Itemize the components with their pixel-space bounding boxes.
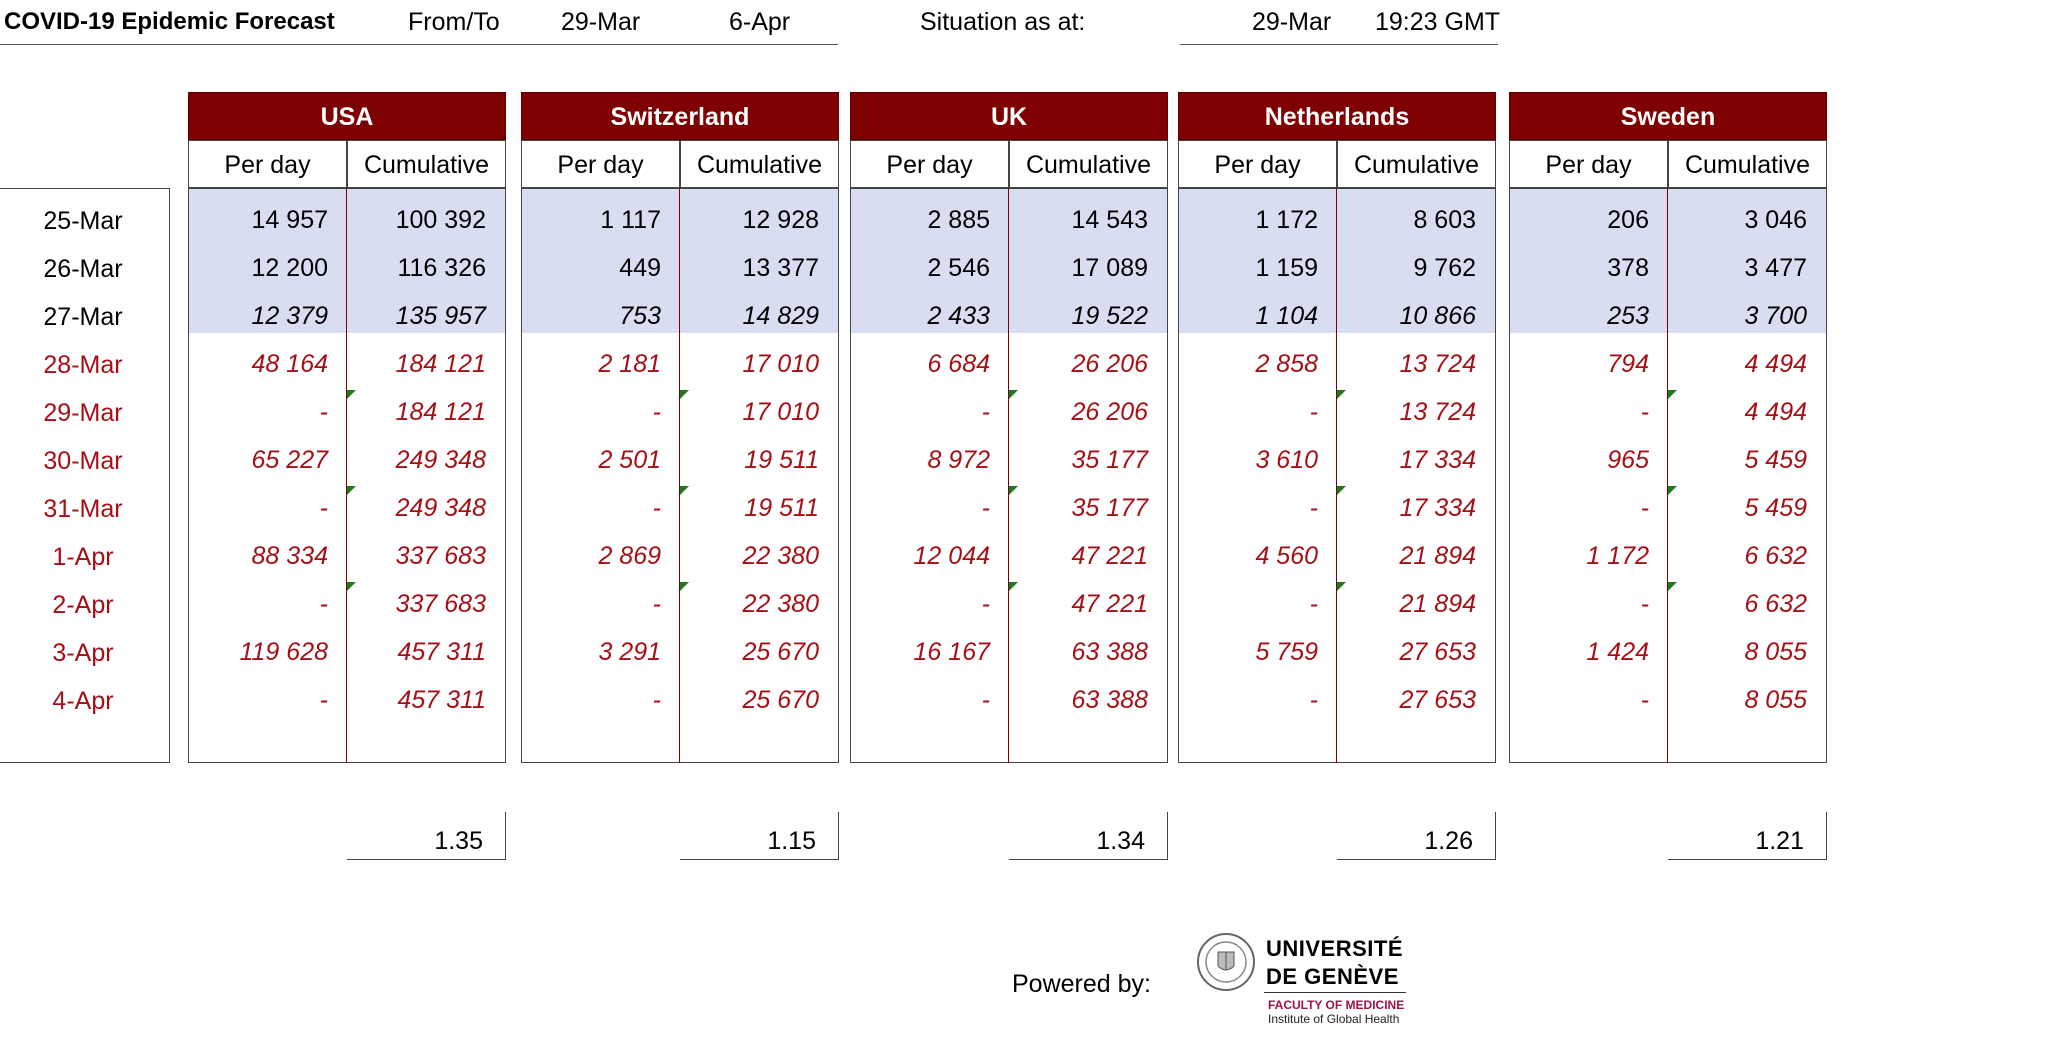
per-day-value: 12 379 bbox=[251, 302, 328, 330]
country-name: Sweden bbox=[1509, 92, 1827, 140]
per-day-header: Per day bbox=[1178, 140, 1337, 188]
cumulative-header: Cumulative bbox=[347, 140, 506, 188]
per-day-value: - bbox=[319, 686, 328, 714]
per-day-header: Per day bbox=[1509, 140, 1668, 188]
cumulative-value: 17 089 bbox=[1071, 254, 1148, 282]
cumulative-value: 26 206 bbox=[1071, 398, 1148, 426]
cumulative-value: 8 603 bbox=[1413, 206, 1476, 234]
cumulative-value: 457 311 bbox=[397, 638, 486, 666]
date-label: 26-Mar bbox=[43, 255, 123, 283]
per-day-value: - bbox=[1640, 398, 1649, 426]
cumulative-value: 116 326 bbox=[397, 254, 486, 282]
per-day-header: Per day bbox=[850, 140, 1009, 188]
cumulative-value: 17 334 bbox=[1399, 494, 1476, 522]
per-day-value: 8 972 bbox=[927, 446, 990, 474]
from-date: 29-Mar bbox=[561, 8, 641, 36]
per-day-value: 253 bbox=[1607, 302, 1649, 330]
per-day-value: 119 628 bbox=[239, 638, 328, 666]
cumulative-value: 19 522 bbox=[1071, 302, 1148, 330]
per-day-value: - bbox=[1640, 590, 1649, 618]
per-day-value: 48 164 bbox=[251, 350, 328, 378]
university-name-line2: DE GENÈVE bbox=[1266, 964, 1399, 989]
cumulative-value: 35 177 bbox=[1071, 494, 1148, 522]
cumulative-value: 100 392 bbox=[395, 206, 486, 234]
comment-marker-icon bbox=[347, 390, 356, 399]
per-day-value: 753 bbox=[619, 302, 661, 330]
cumulative-value: 5 459 bbox=[1744, 446, 1807, 474]
comment-marker-icon bbox=[1009, 390, 1018, 399]
cumulative-value: 8 055 bbox=[1744, 638, 1807, 666]
per-day-value: 449 bbox=[619, 254, 661, 282]
per-day-value: 1 172 bbox=[1586, 542, 1649, 570]
to-date: 6-Apr bbox=[729, 8, 791, 36]
cumulative-value: 13 724 bbox=[1399, 398, 1476, 426]
cumulative-value: 47 221 bbox=[1071, 590, 1148, 618]
country-panel-sweden bbox=[1509, 92, 1827, 763]
per-day-value: - bbox=[652, 590, 661, 618]
cumulative-value: 135 957 bbox=[395, 302, 486, 330]
cumulative-value: 249 348 bbox=[395, 446, 486, 474]
per-day-value: 1 172 bbox=[1255, 206, 1318, 234]
cumulative-value: 22 380 bbox=[742, 590, 819, 618]
comment-marker-icon bbox=[680, 486, 689, 495]
per-day-value: - bbox=[652, 398, 661, 426]
situation-date: 29-Mar bbox=[1252, 8, 1332, 36]
per-day-value: 14 957 bbox=[251, 206, 328, 234]
growth-ratio: 1.26 bbox=[1337, 812, 1496, 860]
university-name-line1: UNIVERSITÉ bbox=[1266, 936, 1404, 961]
cumulative-value: 6 632 bbox=[1744, 542, 1807, 570]
per-day-value: 3 291 bbox=[598, 638, 661, 666]
cumulative-value: 4 494 bbox=[1744, 350, 1807, 378]
per-day-value: 12 044 bbox=[913, 542, 990, 570]
per-day-value: 16 167 bbox=[913, 638, 990, 666]
cumulative-value: 19 511 bbox=[744, 446, 819, 474]
cumulative-value: 21 894 bbox=[1399, 542, 1476, 570]
growth-ratio: 1.15 bbox=[680, 812, 839, 860]
per-day-value: - bbox=[981, 398, 990, 426]
cumulative-value: 6 632 bbox=[1744, 590, 1807, 618]
growth-ratio: 1.21 bbox=[1668, 812, 1827, 860]
country-name: UK bbox=[850, 92, 1168, 140]
per-day-value: - bbox=[1640, 686, 1649, 714]
cumulative-value: 27 653 bbox=[1399, 686, 1476, 714]
report-title: COVID-19 Epidemic Forecast bbox=[4, 8, 335, 35]
header-underline-left bbox=[0, 44, 838, 45]
per-day-value: 2 433 bbox=[927, 302, 990, 330]
per-day-value: - bbox=[1309, 494, 1318, 522]
comment-marker-icon bbox=[1009, 582, 1018, 591]
per-day-value: 2 885 bbox=[927, 206, 990, 234]
per-day-value: - bbox=[319, 398, 328, 426]
cumulative-value: 9 762 bbox=[1413, 254, 1476, 282]
per-day-value: 1 424 bbox=[1586, 638, 1649, 666]
institute-label: Institute of Global Health bbox=[1268, 1012, 1400, 1026]
per-day-value: 2 858 bbox=[1255, 350, 1318, 378]
situation-time: 19:23 GMT bbox=[1375, 8, 1501, 36]
date-label: 25-Mar bbox=[43, 207, 123, 235]
per-day-value: - bbox=[981, 494, 990, 522]
comment-marker-icon bbox=[1337, 582, 1346, 591]
per-day-value: 88 334 bbox=[251, 542, 328, 570]
comment-marker-icon bbox=[1668, 486, 1677, 495]
per-day-value: - bbox=[1309, 398, 1318, 426]
per-day-value: 1 159 bbox=[1255, 254, 1318, 282]
date-label: 27-Mar bbox=[43, 303, 123, 331]
cumulative-value: 17 334 bbox=[1399, 446, 1476, 474]
date-label: 1-Apr bbox=[52, 543, 114, 571]
per-day-value: 5 759 bbox=[1255, 638, 1318, 666]
comment-marker-icon bbox=[1668, 390, 1677, 399]
cumulative-value: 12 928 bbox=[742, 206, 819, 234]
powered-by-label: Powered by: bbox=[1012, 970, 1151, 998]
cumulative-value: 184 121 bbox=[395, 398, 486, 426]
cumulative-value: 35 177 bbox=[1071, 446, 1148, 474]
cumulative-header: Cumulative bbox=[1668, 140, 1827, 188]
country-name: Netherlands bbox=[1178, 92, 1496, 140]
per-day-value: - bbox=[652, 494, 661, 522]
per-day-value: 1 104 bbox=[1255, 302, 1318, 330]
cumulative-value: 14 543 bbox=[1071, 206, 1148, 234]
date-column bbox=[0, 188, 170, 763]
per-day-value: 794 bbox=[1607, 350, 1649, 378]
cumulative-value: 457 311 bbox=[397, 686, 486, 714]
per-day-value: - bbox=[319, 590, 328, 618]
header-underline-right bbox=[1180, 44, 1498, 45]
per-day-value: 2 546 bbox=[927, 254, 990, 282]
cumulative-value: 13 724 bbox=[1399, 350, 1476, 378]
date-label: 3-Apr bbox=[52, 639, 114, 667]
cumulative-value: 27 653 bbox=[1399, 638, 1476, 666]
cumulative-value: 21 894 bbox=[1399, 590, 1476, 618]
date-label: 30-Mar bbox=[43, 447, 123, 475]
date-label: 29-Mar bbox=[43, 399, 123, 427]
situation-label: Situation as at: bbox=[920, 8, 1086, 36]
cumulative-value: 337 683 bbox=[395, 542, 486, 570]
comment-marker-icon bbox=[1337, 390, 1346, 399]
comment-marker-icon bbox=[680, 582, 689, 591]
cumulative-value: 4 494 bbox=[1744, 398, 1807, 426]
cumulative-value: 19 511 bbox=[744, 494, 819, 522]
cumulative-value: 14 829 bbox=[742, 302, 819, 330]
cumulative-value: 337 683 bbox=[395, 590, 486, 618]
comment-marker-icon bbox=[680, 390, 689, 399]
faculty-label: FACULTY OF MEDICINE bbox=[1268, 998, 1405, 1012]
per-day-value: - bbox=[981, 686, 990, 714]
cumulative-value: 25 670 bbox=[742, 686, 819, 714]
per-day-value: 965 bbox=[1607, 446, 1649, 474]
date-label: 4-Apr bbox=[52, 687, 114, 715]
date-label: 28-Mar bbox=[43, 351, 123, 379]
comment-marker-icon bbox=[347, 486, 356, 495]
per-day-value: 2 869 bbox=[598, 542, 661, 570]
cumulative-value: 249 348 bbox=[395, 494, 486, 522]
cumulative-value: 3 477 bbox=[1744, 254, 1807, 282]
university-seal-icon bbox=[1196, 932, 1256, 992]
cumulative-value: 17 010 bbox=[742, 398, 819, 426]
cumulative-header: Cumulative bbox=[1009, 140, 1168, 188]
per-day-value: - bbox=[1640, 494, 1649, 522]
per-day-value: - bbox=[1309, 686, 1318, 714]
cumulative-value: 26 206 bbox=[1071, 350, 1148, 378]
per-day-value: 4 560 bbox=[1255, 542, 1318, 570]
from-to-label: From/To bbox=[408, 8, 500, 36]
per-day-value: - bbox=[1309, 590, 1318, 618]
per-day-value: 206 bbox=[1607, 206, 1649, 234]
per-day-value: - bbox=[319, 494, 328, 522]
per-day-value: - bbox=[652, 686, 661, 714]
per-day-value: 2 181 bbox=[598, 350, 661, 378]
per-day-value: 2 501 bbox=[598, 446, 661, 474]
cumulative-header: Cumulative bbox=[1337, 140, 1496, 188]
per-day-value: 1 117 bbox=[600, 206, 661, 234]
per-day-value: 378 bbox=[1607, 254, 1649, 282]
cumulative-value: 63 388 bbox=[1071, 686, 1148, 714]
cumulative-value: 13 377 bbox=[742, 254, 819, 282]
country-name: Switzerland bbox=[521, 92, 839, 140]
cumulative-value: 47 221 bbox=[1071, 542, 1148, 570]
date-label: 31-Mar bbox=[43, 495, 123, 523]
comment-marker-icon bbox=[1337, 486, 1346, 495]
cumulative-value: 3 046 bbox=[1744, 206, 1807, 234]
per-day-value: 3 610 bbox=[1255, 446, 1318, 474]
growth-ratio: 1.35 bbox=[347, 812, 506, 860]
per-day-header: Per day bbox=[521, 140, 680, 188]
growth-ratio: 1.34 bbox=[1009, 812, 1168, 860]
per-day-value: 6 684 bbox=[927, 350, 990, 378]
logo-divider bbox=[1264, 992, 1406, 993]
cumulative-value: 25 670 bbox=[742, 638, 819, 666]
country-name: USA bbox=[188, 92, 506, 140]
cumulative-value: 8 055 bbox=[1744, 686, 1807, 714]
comment-marker-icon bbox=[1668, 582, 1677, 591]
cumulative-value: 63 388 bbox=[1071, 638, 1148, 666]
per-day-value: - bbox=[981, 590, 990, 618]
country-panel-netherlands bbox=[1178, 92, 1496, 763]
cumulative-header: Cumulative bbox=[680, 140, 839, 188]
cumulative-value: 17 010 bbox=[742, 350, 819, 378]
cumulative-value: 184 121 bbox=[395, 350, 486, 378]
comment-marker-icon bbox=[1009, 486, 1018, 495]
country-panel-switzerland bbox=[521, 92, 839, 763]
country-panel-usa bbox=[188, 92, 506, 763]
per-day-value: 65 227 bbox=[251, 446, 328, 474]
per-day-header: Per day bbox=[188, 140, 347, 188]
per-day-value: 12 200 bbox=[251, 254, 328, 282]
cumulative-value: 5 459 bbox=[1744, 494, 1807, 522]
comment-marker-icon bbox=[347, 582, 356, 591]
date-label: 2-Apr bbox=[52, 591, 114, 619]
cumulative-value: 3 700 bbox=[1744, 302, 1807, 330]
cumulative-value: 22 380 bbox=[742, 542, 819, 570]
cumulative-value: 10 866 bbox=[1399, 302, 1476, 330]
country-panel-uk bbox=[850, 92, 1168, 763]
